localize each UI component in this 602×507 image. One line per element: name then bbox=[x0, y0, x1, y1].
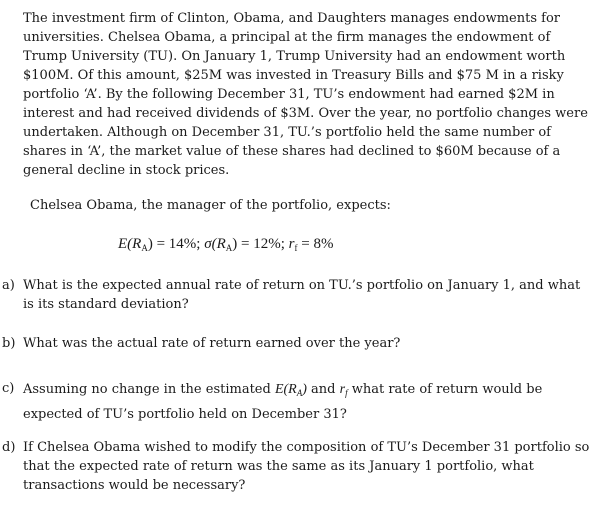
question-label: c) bbox=[2, 381, 15, 396]
math-er-close: ) bbox=[302, 382, 307, 397]
math-er-label: E(R bbox=[274, 382, 297, 397]
question-text bbox=[23, 379, 592, 426]
question-a bbox=[2, 276, 592, 314]
math-rf-label: r bbox=[339, 382, 346, 397]
formula-sigma-subscript: A bbox=[225, 243, 233, 253]
question-b bbox=[2, 334, 592, 353]
question-label: b) bbox=[2, 336, 16, 351]
formula-sigma-label: σ(R bbox=[204, 236, 226, 252]
manager-expectation-line: Chelsea Obama, the manager of the portfolio, expects: bbox=[30, 198, 391, 213]
formula-er-label: E(R bbox=[118, 236, 142, 252]
question-c-post: what rate of return would be expected of TU’s portfolio held on December 31? bbox=[23, 382, 543, 422]
math-er-subscript: A bbox=[296, 388, 303, 398]
formula-er-value: ) = 14%; bbox=[147, 236, 201, 252]
math-risk-free bbox=[340, 382, 348, 397]
question-c bbox=[2, 379, 592, 426]
intro-paragraph: The investment firm of Clinton, Obama, and Daughters manages endowments for universities. Chelsea Obama, a principal at the firm manages the endowment of Trump University (TU). On January 1, Trump University had an endowment worth $100M. Of this amount, $25M was invested in Treasury Bills and $75 M in a risky portfolio ‘A’. By the following December 31, TU’s endowment had earned $2M in interest and had received dividends of $3M. Over the year, no portfolio changes were undertaken. Although on December 31, TU.’s portfolio held the same number of shares in ‘A’, the market value of these shares had declined to $60M because of a general decline in stock prices. bbox=[23, 11, 588, 178]
question-c-pre: Assuming no change in the estimated bbox=[23, 382, 275, 397]
formula-rf-subscript: f bbox=[294, 243, 298, 253]
formula-rf-label: r bbox=[288, 236, 295, 252]
question-text: What is the expected annual rate of return on TU.’s portfolio on January 1, and what is its standard deviation? bbox=[23, 278, 581, 312]
question-label: a) bbox=[2, 278, 15, 293]
question-text: If Chelsea Obama wished to modify the composition of TU’s December 31 portfolio so that the expected rate of return was the same as its January 1 portfolio, what transactions would be necessary? bbox=[23, 440, 590, 493]
question-d bbox=[2, 438, 592, 495]
question-label: d) bbox=[2, 440, 16, 455]
question-text: What was the actual rate of return earned over the year? bbox=[23, 336, 401, 351]
formula-rf-value: = 8% bbox=[301, 236, 334, 252]
expectations-formula bbox=[118, 234, 333, 258]
formula-er-subscript: A bbox=[141, 243, 148, 253]
math-expected-return bbox=[275, 382, 307, 397]
math-rf-subscript: f bbox=[345, 388, 348, 398]
question-c-mid: and bbox=[306, 382, 340, 397]
formula-sigma-value: ) = 12%; bbox=[232, 236, 285, 252]
